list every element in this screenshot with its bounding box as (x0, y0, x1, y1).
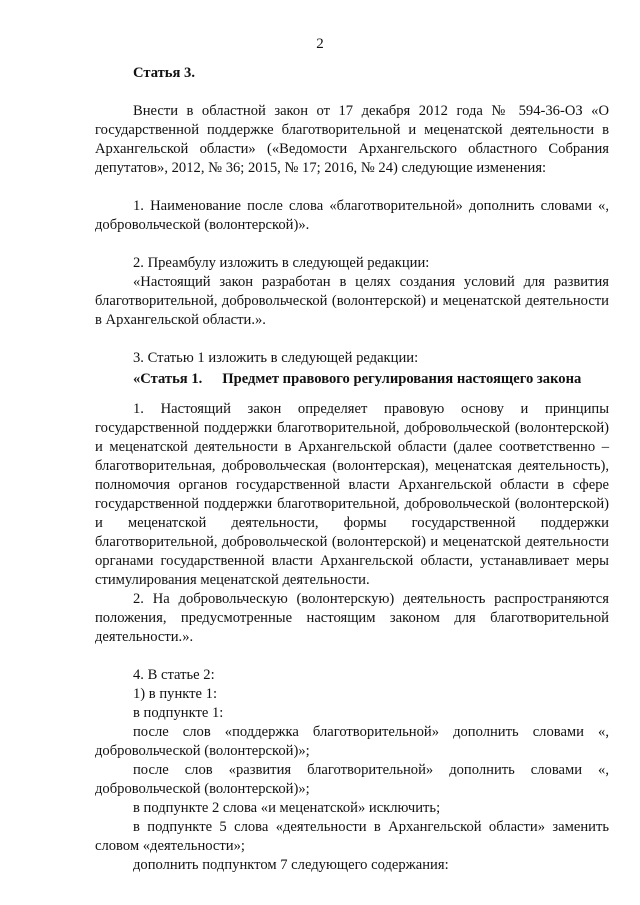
item-4-line-4: в подпункте 5 слова «деятельности в Архангельской области» заменить словом «деятельности»; (95, 819, 609, 854)
item-4-line-3: в подпункте 2 слова «и меценатской» исключить; (133, 800, 441, 816)
intro-paragraph: Внести в областной закон от 17 декабря 2012 года № 594-36-ОЗ «О государственной поддержке благотворительной и меценатской деятельности в Архангельской области» («Ведомости Архангельского областного Собрания депутатов», 2012, № 36; 2015, № 17; 2016, № 24) следующие изменения: (95, 103, 609, 176)
item-2-heading: 2. Преамбулу изложить в следующей редакции: (133, 255, 430, 271)
article-1-paragraph-1: 1. Настоящий закон определяет правовую основу и принципы государственной поддержки благотворительной, добровольческой (волонтерской) и меценатской деятельности в Архангельской области (далее соответственно – благотворительная, добровольческая (волонтерская), меценатская деятельность), полномочия органов государственной власти Архангельской области в сфере государственной поддержки благотворительной, добровольческой (волонтерской) и меценатской деятельности, формы государственной поддержки благотворительной, добровольческой (волонтерской) и меценатской деятельности органами государственной власти Архангельской области, устанавливает меры стимулирования меценатской деятельности. (95, 401, 609, 588)
item-1-paragraph: 1. Наименование после слова «благотворительной» дополнить словами «, добровольческой (волонтерской)». (95, 198, 609, 233)
item-4-line-1: после слов «поддержка благотворительной» дополнить словами «, добровольческой (волонтерской)»; (95, 724, 609, 759)
article-1-paragraph-2: 2. На добровольческую (волонтерскую) деятельность распространяются положения, предусмотренные настоящим законом для благотворительной деятельности.». (95, 591, 609, 645)
article-1-name: Предмет правового регулирования настоящего закона (222, 371, 582, 387)
item-4-line-5: дополнить подпунктом 7 следующего содержания: (133, 857, 449, 873)
item-4-line-2: после слов «развития благотворительной» дополнить словами «, добровольческой (волонтерской)»; (95, 762, 609, 797)
item-3-heading: 3. Статью 1 изложить в следующей редакции: (133, 350, 419, 366)
article-1-label: «Статья 1. (133, 371, 203, 387)
article-3-title: Статья 3. (133, 65, 195, 81)
page-number: 2 (316, 36, 324, 52)
item-4-heading: 4. В статье 2: (133, 667, 215, 683)
item-4-subitem-1: 1) в пункте 1: (133, 686, 218, 702)
document-body (95, 64, 609, 875)
item-4-subitem-1a: в подпункте 1: (133, 705, 224, 721)
article-1-heading (95, 370, 609, 389)
item-2-text: «Настоящий закон разработан в целях создания условий для развития благотворительной, добровольческой (волонтерской) и меценатской деятельности в Архангельской области.». (95, 274, 609, 328)
